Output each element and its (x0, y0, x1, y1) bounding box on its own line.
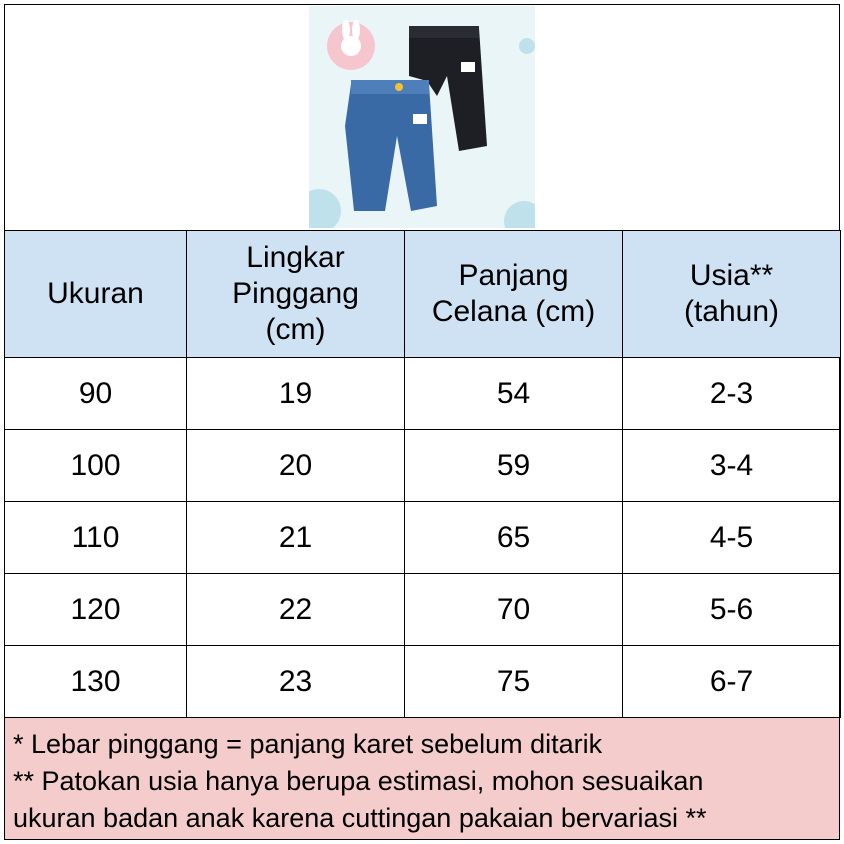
cell-ukuran: 100 (5, 430, 187, 502)
cell-usia: 3-4 (623, 430, 841, 502)
cell-panjang: 54 (405, 358, 623, 430)
cell-usia: 2-3 (623, 358, 841, 430)
size-table (4, 230, 841, 718)
cell-panjang: 65 (405, 502, 623, 574)
decor-blob-icon (309, 189, 341, 228)
table-row (5, 430, 841, 502)
header-usia: Usia** (tahun) (623, 231, 841, 358)
header-panjang-celana: Panjang Celana (cm) (405, 231, 623, 358)
cell-usia: 5-6 (623, 574, 841, 646)
blue-jeans-icon (345, 80, 437, 211)
bunny-logo-icon (327, 20, 375, 70)
cell-panjang: 59 (405, 430, 623, 502)
cell-lingkar: 23 (187, 646, 405, 718)
table-row (5, 358, 841, 430)
table-row (5, 502, 841, 574)
product-photo-svg (309, 6, 535, 228)
cell-lingkar: 20 (187, 430, 405, 502)
cell-ukuran: 110 (5, 502, 187, 574)
note-waist: * Lebar pinggang = panjang karet sebelum ditarik (13, 729, 603, 759)
cell-usia: 4-5 (623, 502, 841, 574)
table-row (5, 574, 841, 646)
note-age-line-1: ** Patokan usia hanya berupa estimasi, mohon sesuaikan (13, 766, 704, 796)
header-lingkar-pinggang: Lingkar Pinggang (cm) (187, 231, 405, 358)
note-age-line-2: ukuran badan anak karena cuttingan pakaian bervariasi ** (13, 803, 707, 833)
header-ukuran: Ukuran (5, 231, 187, 358)
cell-lingkar: 19 (187, 358, 405, 430)
decor-dot-icon (519, 38, 535, 54)
cell-lingkar: 21 (187, 502, 405, 574)
table-row (5, 646, 841, 718)
product-photo (309, 6, 535, 228)
cell-panjang: 75 (405, 646, 623, 718)
cell-panjang: 70 (405, 574, 623, 646)
product-image-row (5, 5, 839, 231)
cell-ukuran: 90 (5, 358, 187, 430)
cell-lingkar: 22 (187, 574, 405, 646)
cell-ukuran: 120 (5, 574, 187, 646)
notes-box (4, 717, 840, 840)
cell-usia: 6-7 (623, 646, 841, 718)
cell-ukuran: 130 (5, 646, 187, 718)
table-header-row (5, 231, 841, 358)
decor-blob-icon (504, 201, 535, 228)
